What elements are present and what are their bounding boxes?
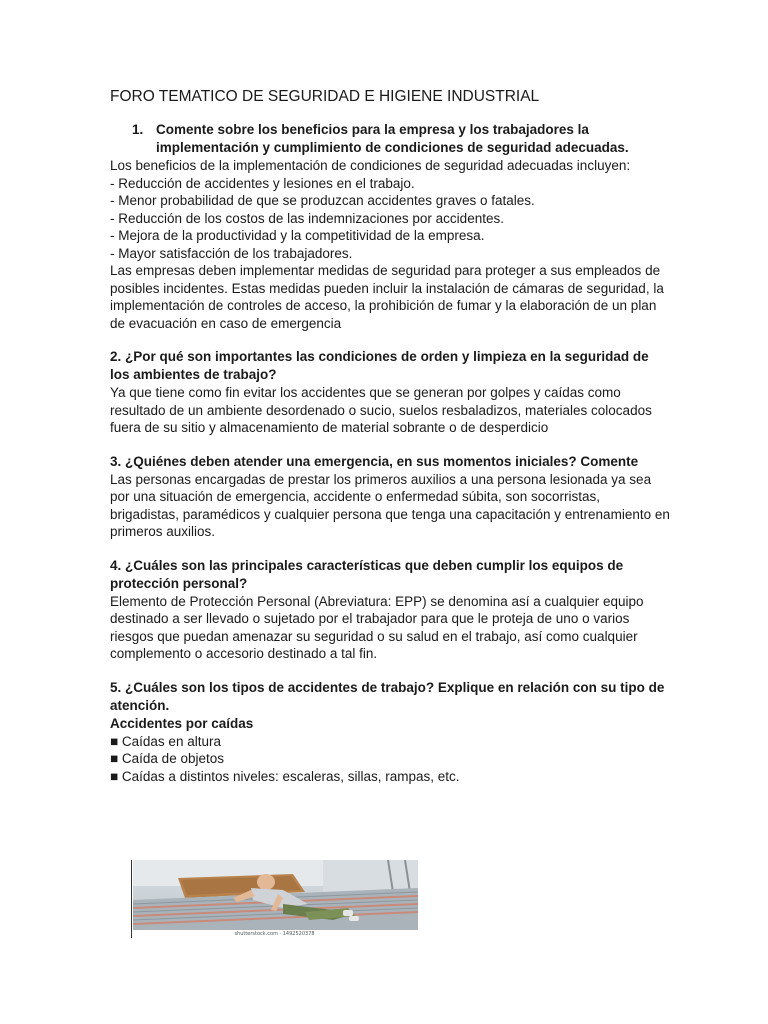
answer-3: Las personas encargadas de prestar los primeros auxilios a una persona lesionada ya sea por una situación de emergencia, accidente o enfermedad súbita, son socorristas, brigadistas, paramédicos y cualquier persona que tenga una capacitación y entrenamiento en primeros auxilios. (110, 471, 670, 539)
photo-caption: shutterstock.com · 1492520378 (234, 931, 315, 937)
answer-4: Elemento de Protección Personal (Abreviatura: EPP) se denomina así a cualquier equipo destinado a ser llevado o sujetado por el trabajador para que le proteja de uno o varios riesgos que puedan amenazar su seguridad o su salud en el trabajo, así como cualquier complemento o accesorio destinado a tal fin. (110, 593, 644, 661)
question-5-subheading: Accidentes por caídas (110, 715, 254, 731)
question-1-intro: Los beneficios de la implementación de condiciones de seguridad adecuadas incluyen: (110, 158, 631, 173)
question-1 (110, 121, 670, 157)
question-3-block (110, 453, 670, 541)
question-1-number: 1. (132, 122, 144, 137)
question-2-block (110, 348, 670, 437)
accident-type-item: ■ Caídas a distintos niveles: escaleras, sillas, rampas, etc. (110, 768, 460, 784)
question-1-closing: Las empresas deben implementar medidas de seguridad para proteger a sus empleados de posibles incidentes. Estas medidas pueden incluir la instalación de cámaras de seguridad, la implementación de controles de acceso, la prohibición de fumar y la elaboración de un plan de evacuación en caso de emergencia (110, 263, 664, 331)
accident-type-item: ■ Caída de objetos (110, 751, 224, 766)
question-3: 3. ¿Quiénes deben atender una emergencia, en sus momentos iniciales? Comente (110, 453, 639, 469)
question-1-text: Comente sobre los beneficios para la empresa y los trabajadores la implementación y cumplimiento de condiciones de seguridad adecuadas. (156, 122, 629, 155)
document-page (110, 86, 670, 785)
question-4-block (110, 557, 670, 663)
question-4: 4. ¿Cuáles son las principales características que deben cumplir los equipos de protección personal? (110, 557, 624, 591)
accident-type-item: ■ Caídas en altura (110, 733, 221, 749)
benefit-item: - Reducción de accidentes y lesiones en el trabajo. (110, 175, 415, 191)
figure-left-rule (131, 860, 132, 938)
question-5-block (110, 679, 670, 786)
benefit-item: - Reducción de los costos de las indemnizaciones por accidentes. (110, 210, 504, 226)
question-1-block (110, 121, 670, 332)
document-title: FORO TEMATICO DE SEGURIDAD E HIGIENE INDUSTRIAL (110, 88, 540, 105)
question-2: 2. ¿Por qué son importantes las condiciones de orden y limpieza en la seguridad de los ambientes de trabajo? (110, 349, 649, 382)
fall-illustration (131, 860, 418, 938)
fall-photo (133, 860, 418, 930)
question-5: 5. ¿Cuáles son los tipos de accidentes de trabajo? Explique en relación con su tipo de atención. (110, 679, 665, 713)
benefit-item: - Mejora de la productividad y la competitividad de la empresa. (110, 228, 485, 243)
answer-2: Ya que tiene como fin evitar los accidentes que se generan por golpes y caídas como resultado de un ambiente desordenado o sucio, suelos resbaladizos, materiales colocados fuera de su sitio y almacenamiento de material sobrante o de desperdicio (110, 385, 652, 435)
benefit-item: - Mayor satisfacción de los trabajadores. (110, 245, 353, 261)
fall-photo-drawing (133, 860, 418, 930)
benefit-item: - Menor probabilidad de que se produzcan accidentes graves o fatales. (110, 193, 535, 208)
